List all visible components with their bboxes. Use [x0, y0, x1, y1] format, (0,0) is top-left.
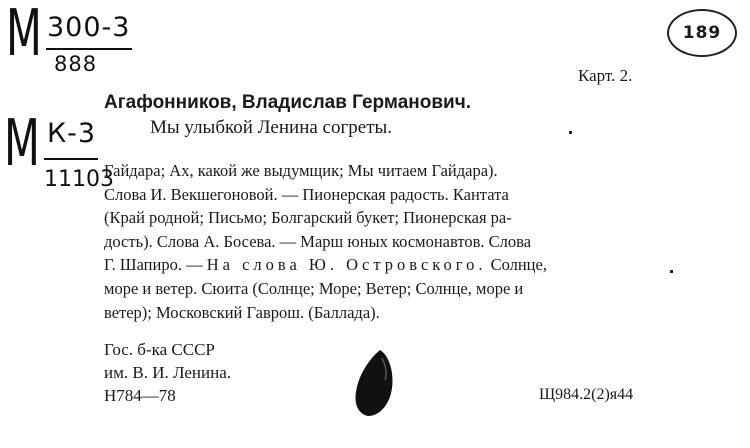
stamp-number: 189 [682, 23, 722, 43]
card-number: Карт. 2. [578, 66, 633, 85]
description-line: море и ветер. Сюита (Солнце; Море; Ветер; Солнце, море и [104, 278, 524, 298]
work-title: Мы улыбкой Ленина согреты. [150, 117, 393, 138]
handwritten-underline-mid [44, 158, 98, 160]
ink-blot [350, 348, 398, 418]
handwritten-code-mid-sub: 11103 [44, 167, 114, 192]
description-line: Гайдара; Ах, какой же выдумщик; Мы читаем Гайдара). [104, 161, 498, 180]
stray-mark [670, 270, 673, 273]
description-line-start: Г. Шапиро. — [104, 255, 207, 275]
library-record-number: Н784—78 [104, 386, 176, 405]
description-line: (Край родной; Письмо; Болгарский букет; Пионерская ра- [104, 208, 512, 228]
handwritten-code-top: 300-3 [47, 12, 131, 43]
description-line: Слова И. Векшегоновой. — Пионерская радость. Кантата [104, 184, 509, 204]
stray-mark [569, 131, 572, 134]
handwritten-code-top-sub: 888 [54, 52, 98, 76]
classification-index: Щ984.2(2)я44 [539, 386, 634, 403]
description-line-tail: Солнце, [486, 255, 547, 275]
library-name-cont: им. В. И. Ленина. [104, 363, 232, 382]
handwritten-letter-mid: М [4, 107, 40, 181]
description-line: ветер); Московский Гаврош. (Баллада). [104, 302, 380, 322]
spaced-text: На слова Ю. Островского. [206, 255, 487, 275]
contents-description [104, 159, 644, 324]
author-heading: Агафонников, Владислав Германович. [104, 92, 472, 113]
description-line: дость). Слова А. Босева. — Марш юных космонавтов. Слова [104, 231, 532, 251]
handwritten-letter-top: М [6, 0, 42, 71]
handwritten-underline-top [46, 48, 132, 50]
stamp-seal [667, 9, 737, 57]
library-name: Гос. б-ка СССР [104, 340, 215, 359]
handwritten-code-mid: К-3 [47, 118, 97, 149]
description-line [104, 253, 644, 277]
